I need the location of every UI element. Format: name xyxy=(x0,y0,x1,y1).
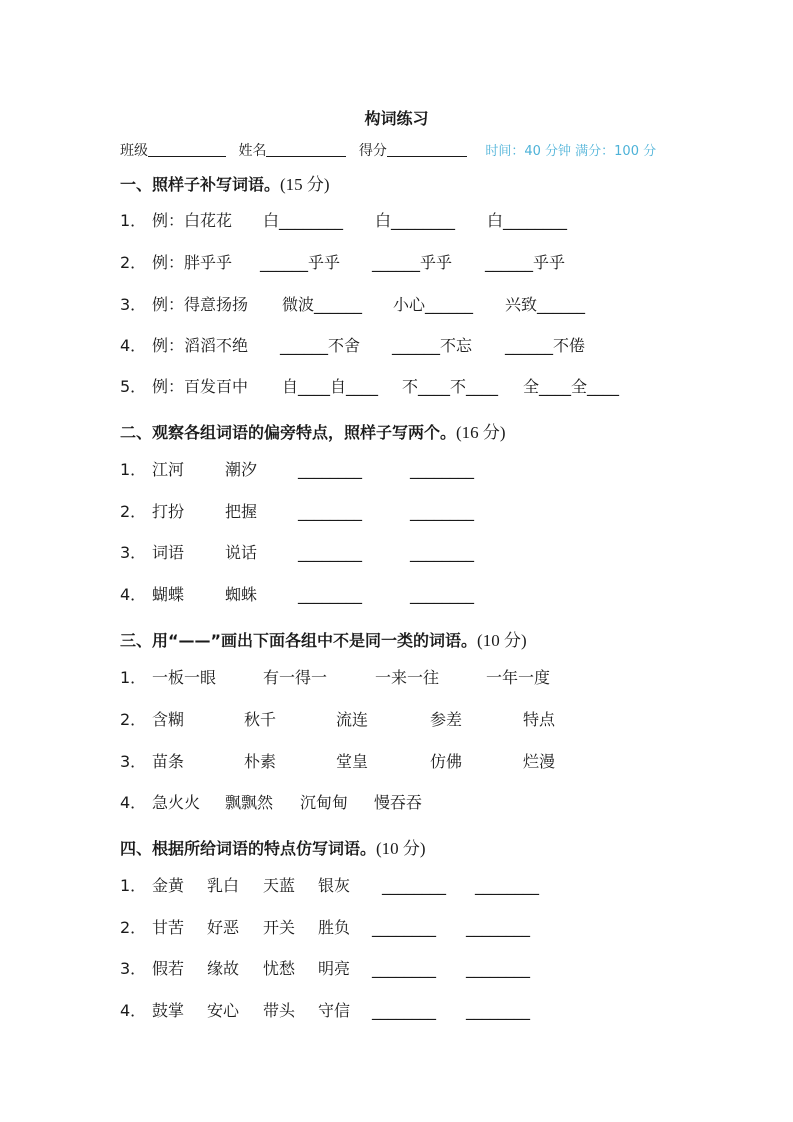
section-points: (16 分) xyxy=(456,423,506,442)
section-heading-text: 四、根据所给词语的特点仿写词语。 xyxy=(120,839,377,858)
section-points: (10 分) xyxy=(477,631,527,650)
example-word: 明亮 xyxy=(318,959,351,978)
item-number: 4． xyxy=(120,336,147,355)
fill-blank[interactable]: 不____不____ xyxy=(402,377,499,396)
section-4-heading xyxy=(120,834,426,859)
item-number: 4． xyxy=(120,1001,147,1020)
fill-blank[interactable]: ______不倦 xyxy=(505,336,586,355)
student-info-line xyxy=(120,140,656,160)
fill-blank[interactable]: ________ xyxy=(298,502,362,521)
score-blank[interactable] xyxy=(387,142,467,157)
name-blank[interactable] xyxy=(266,142,346,157)
choice-word[interactable]: 有一得一 xyxy=(263,668,328,687)
choice-word[interactable]: 特点 xyxy=(523,710,556,729)
example-word: 蜘蛛 xyxy=(225,585,258,604)
fill-blank[interactable]: ________ xyxy=(298,460,362,479)
choice-word[interactable]: 流连 xyxy=(336,710,369,729)
fill-blank[interactable]: ________ xyxy=(382,876,446,895)
choice-word[interactable]: 飘飘然 xyxy=(225,793,274,812)
choice-word[interactable]: 堂皇 xyxy=(336,752,369,771)
section-1-heading xyxy=(120,170,330,195)
fill-blank[interactable]: ________ xyxy=(298,585,362,604)
fill-blank[interactable]: ________ xyxy=(410,460,474,479)
item-number: 2． xyxy=(120,918,147,937)
fill-blank[interactable]: ________ xyxy=(372,959,436,978)
example-word: 好恶 xyxy=(207,918,240,937)
item-number: 5． xyxy=(120,377,147,396)
item-number: 3． xyxy=(120,543,147,562)
example-word: 乳白 xyxy=(207,876,240,895)
fill-blank[interactable]: ________ xyxy=(372,918,436,937)
time-info: 时间：40 分钟 满分：100 分 xyxy=(485,144,657,159)
example-word: 打扮 xyxy=(152,502,185,521)
choice-word[interactable]: 参差 xyxy=(430,710,463,729)
choice-word[interactable]: 仿佛 xyxy=(430,752,463,771)
example-word: 胜负 xyxy=(318,918,351,937)
item-number: 1． xyxy=(120,460,147,479)
choice-word[interactable]: 一年一度 xyxy=(486,668,551,687)
fill-blank[interactable]: ________ xyxy=(475,876,539,895)
choice-word[interactable]: 沉甸甸 xyxy=(300,793,349,812)
fill-blank[interactable]: ______不忘 xyxy=(392,336,473,355)
fill-blank[interactable]: ________ xyxy=(410,585,474,604)
fill-blank[interactable]: ______乎乎 xyxy=(485,253,566,272)
item-number: 2． xyxy=(120,502,147,521)
item-number: 2． xyxy=(120,253,147,272)
choice-word[interactable]: 秋千 xyxy=(244,710,277,729)
section-heading-text: 二、观察各组词语的偏旁特点，照样子写两个。 xyxy=(120,423,457,442)
choice-word[interactable]: 急火火 xyxy=(152,793,201,812)
fill-blank[interactable]: ________ xyxy=(372,1001,436,1020)
example-word: 甘苦 xyxy=(152,918,185,937)
fill-blank[interactable]: ________ xyxy=(466,1001,530,1020)
example-word: 天蓝 xyxy=(263,876,296,895)
fill-blank[interactable]: 自____自____ xyxy=(282,377,379,396)
choice-word[interactable]: 苗条 xyxy=(152,752,185,771)
fill-blank[interactable]: 白________ xyxy=(263,211,344,230)
example-word: 例：百发百中 xyxy=(152,377,249,396)
item-number: 3． xyxy=(120,959,147,978)
example-word: 守信 xyxy=(318,1001,351,1020)
name-label: 姓名 xyxy=(238,143,267,159)
example-word: 江河 xyxy=(152,460,185,479)
item-number: 4． xyxy=(120,793,147,812)
fill-blank[interactable]: 白________ xyxy=(375,211,456,230)
example-word: 例：得意扬扬 xyxy=(152,295,249,314)
fill-blank[interactable]: ________ xyxy=(466,959,530,978)
section-points: (10 分) xyxy=(376,839,426,858)
example-word: 例：白花花 xyxy=(152,211,233,230)
example-word: 开关 xyxy=(263,918,296,937)
example-word: 带头 xyxy=(263,1001,296,1020)
example-word: 词语 xyxy=(152,543,185,562)
fill-blank[interactable]: 兴致______ xyxy=(505,295,586,314)
fill-blank[interactable]: ________ xyxy=(466,918,530,937)
fill-blank[interactable]: 全____全____ xyxy=(523,377,620,396)
example-word: 忧愁 xyxy=(263,959,296,978)
example-word: 假若 xyxy=(152,959,185,978)
section-heading-text: 三、用“——”画出下面各组中不是同一类的词语。 xyxy=(120,631,478,650)
fill-blank[interactable]: ______乎乎 xyxy=(260,253,341,272)
example-word: 金黄 xyxy=(152,876,185,895)
fill-blank[interactable]: ________ xyxy=(410,543,474,562)
example-word: 鼓掌 xyxy=(152,1001,185,1020)
fill-blank[interactable]: ______不舍 xyxy=(280,336,361,355)
fill-blank[interactable]: ________ xyxy=(298,543,362,562)
choice-word[interactable]: 慢吞吞 xyxy=(374,793,423,812)
section-points: (15 分) xyxy=(280,175,330,194)
item-number: 1． xyxy=(120,876,147,895)
example-word: 蝴蝶 xyxy=(152,585,185,604)
example-word: 缘故 xyxy=(207,959,240,978)
item-number: 2． xyxy=(120,710,147,729)
example-word: 例：滔滔不绝 xyxy=(152,336,249,355)
section-heading-text: 一、照样子补写词语。 xyxy=(120,175,281,194)
example-word: 潮汐 xyxy=(225,460,258,479)
fill-blank[interactable]: 微波______ xyxy=(282,295,363,314)
choice-word[interactable]: 一来一往 xyxy=(375,668,440,687)
item-number: 3． xyxy=(120,752,147,771)
fill-blank[interactable]: 小心______ xyxy=(393,295,474,314)
choice-word[interactable]: 朴素 xyxy=(244,752,277,771)
section-2-heading xyxy=(120,418,506,443)
item-number: 3． xyxy=(120,295,147,314)
fill-blank[interactable]: ________ xyxy=(410,502,474,521)
example-word: 说话 xyxy=(225,543,258,562)
example-word: 银灰 xyxy=(318,876,351,895)
item-number: 4． xyxy=(120,585,147,604)
choice-word[interactable]: 一板一眼 xyxy=(152,668,217,687)
example-word: 安心 xyxy=(207,1001,240,1020)
fill-blank[interactable]: 白________ xyxy=(487,211,568,230)
section-3-heading xyxy=(120,626,527,651)
item-number: 1． xyxy=(120,668,147,687)
score-label: 得分 xyxy=(358,143,387,159)
choice-word[interactable]: 含糊 xyxy=(152,710,185,729)
class-blank[interactable] xyxy=(148,142,226,157)
fill-blank[interactable]: ______乎乎 xyxy=(372,253,453,272)
example-word: 例：胖乎乎 xyxy=(152,253,233,272)
example-word: 把握 xyxy=(225,502,258,521)
page-title: 构词练习 xyxy=(364,109,429,128)
class-label: 班级 xyxy=(120,143,148,159)
item-number: 1． xyxy=(120,211,147,230)
choice-word[interactable]: 烂漫 xyxy=(523,752,556,771)
